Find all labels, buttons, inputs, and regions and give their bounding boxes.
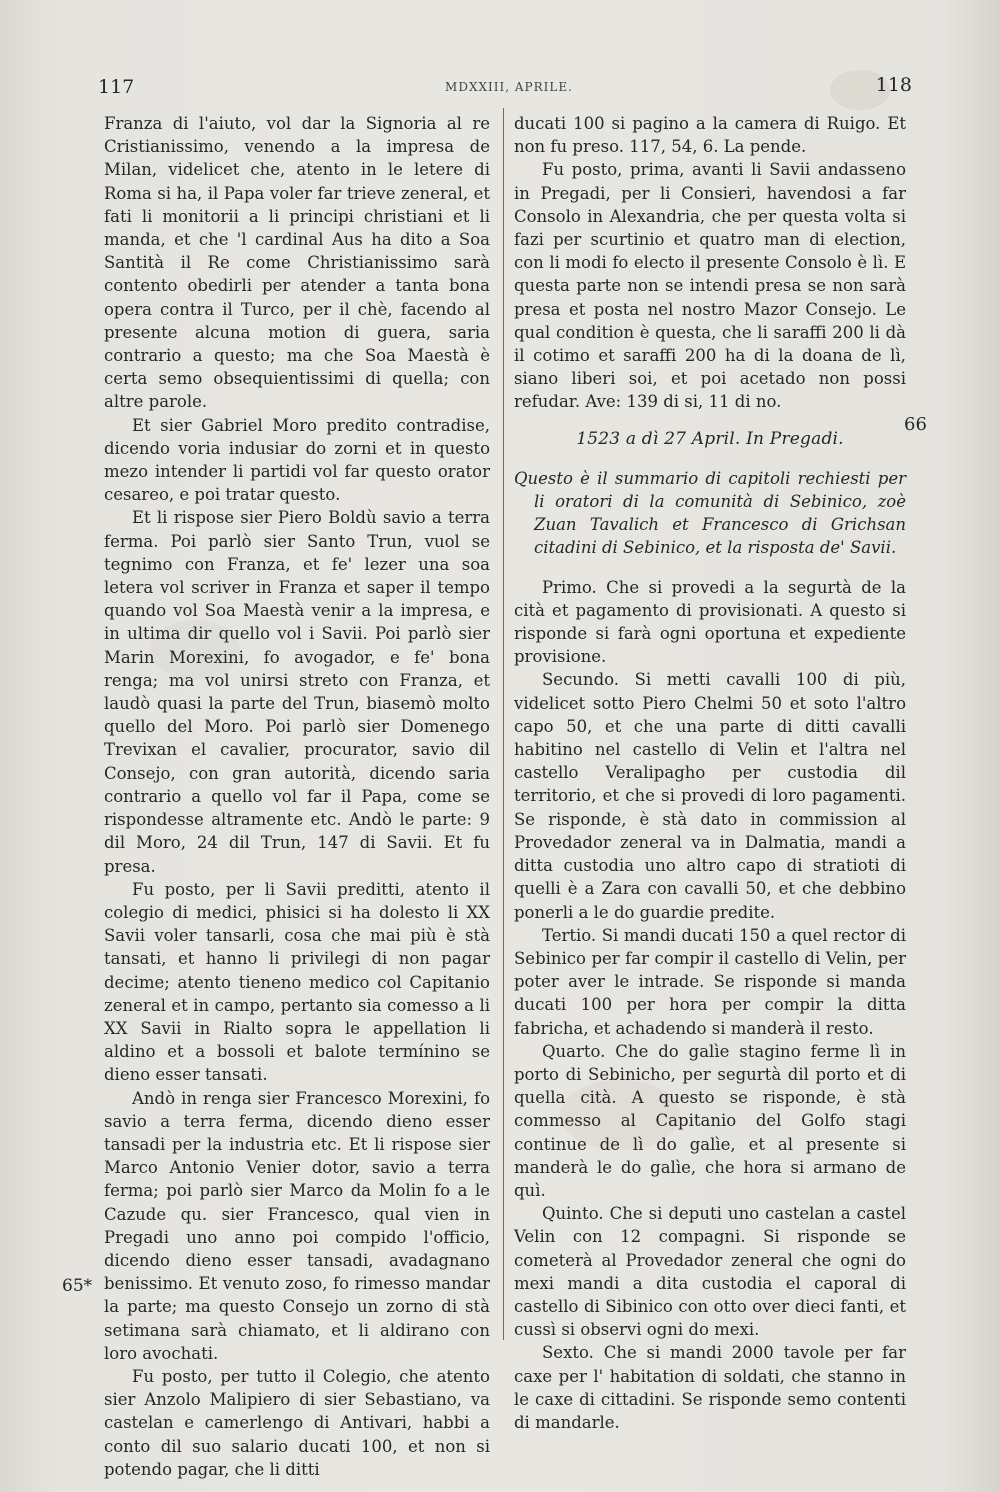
margin-note-right: 66 [904,414,927,435]
list-item: Secundo. Si metti cavalli 100 di più, videlicet sotto Piero Chelmi 50 et soto l'altro capo 50, et che una parte di ditti cavalli habitino nel castello di Velin et l'altra nel castello Veralipagho per custodia dil territorio, et che si provedi di loro pagamenti. Se risponde, è stà dato in commission al Provedador zeneral va in Dalmatia, mandi a ditta custodia uno altro capo di stratioti di quelli è a Zara con cavalli 50, et che debbino ponerli a le do guardie predite. [514,670,906,922]
page-number-left: 117 [98,76,135,98]
margin-note-left: 65* [62,1276,93,1296]
list-item: Sexto. Che si mandi 2000 tavole per far caxe per l' habitation di soldati, che stanno in le caxe di cittadini. Se risponde semo contenti di mandarle. [514,1343,906,1432]
column-divider [503,108,504,1340]
list-item: Quarto. Che do galìe stagino ferme lì in porto di Sebinicho, per segurtà dil porto et di quella cità. A questo se risponde, è stà commesso al Capitanio del Golfo stagi continue de lì do galìe, et al presente si manderà le do galìe, che hora si armano de quì. [514,1041,906,1200]
paragraph: Fu posto, per li Savii preditti, atento il colegio di medici, phisici si ha dolesto li XX Savii voler tansarli, cosa che mai più è stà tansati, et hanno li privilegi di non pagar decime; atento tieneno medico col Capitanio zeneral et in campo, pertanto sia comesso a li XX Savii in Rialto sopra le appellation li aldino et a bossoli et balote termínino se dieno esser tansati. [104,879,490,1085]
paragraph: Franza di l'aiuto, vol dar la Signoria al re Cristianissimo, venendo a la impresa de Milan, videlicet che, atento in le letere di Roma si ha, il Papa voler far trieve zeneral, et fati li monitorii a li principi christiani et li manda, et che 'l cardinal Aus ha dito a Soa Santità il Re come Christianissimo sarà contento obedirli per atender a tanta bona opera contra il Turco, per il chè, facendo al presente alcuna motion di guera, saria contrario a questo; ma che Soa Maestà è certa semo obsequientissimi di quella; con altre parole. [104,114,490,412]
page-number-right: 118 [875,74,912,96]
right-column [514,112,906,1434]
left-column [104,112,490,1481]
running-title: MDXXIII, APRILE. [445,80,573,94]
paragraph: Et li rispose sier Piero Boldù savio a terra ferma. Poi parlò sier Santo Trun, vuol se tegnimo con Franza, et fe' lezer una soa letera vol scriver in Franza et saper il tempo quando vol Soa Maestà venir a la impresa, e in ultima dir quello vol i Savii. Poi parlò sier Marin Morexini, fo avogador, e fe' bona renga; ma vol unirsi streto con Franza, et laudò quasi la parte del Trun, biasemò molto quello del Moro. Poi parlò sier Domenego Trevixan el cavalier, procurator, savio dil Consejo, con gran autorità, dicendo saria contrario a quello vol far il Papa, come se rispondesse altramente etc. Andò le parte: 9 dil Moro, 24 dil Trun, 147 di Savii. Et fu presa. [104,508,490,876]
paragraph: Fu posto, per tutto il Colegio, che atento sier Anzolo Malipiero di sier Sebastiano, va castelan e camerlengo di Antivari, habbi a conto dil suo salario ducati 100, et non si potendo pagar, che li ditti [104,1366,490,1479]
page-header [98,72,920,102]
paragraph: Andò in renga sier Francesco Morexini, fo savio a terra ferma, dicendo dieno esser tansadi per la industria etc. Et li rispose sier Marco Antonio Venier dotor, savio a terra ferma; poi parlò sier Marco da Molin fo a le Cazude qu. sier Francesco, qual vien in Pregadi uno anno poi compido l'officio, dicendo dieno esser tansadi, avadagnano benissimo. Et venuto zoso, fo rimesso mandar la parte; ma questo Consejo un zorno di stà setimana sarà chiamato, et li aldirano con loro avochati. [104,1088,490,1363]
list-item: Quinto. Che si deputi uno castelan a castel Velin con 12 compagni. Si risponde se cometerà al Provedador zeneral che ogni do mexi mandi a dita custodia el caporal di castello di Sibinico con otto over dieci fanti, et cussì si observi ogni do mexi. [514,1204,906,1340]
paragraph: Fu posto, prima, avanti li Savii andasseno in Pregadi, per li Consieri, havendosi a far Consolo in Alexandria, che per questa volta si fazi per scurtinio et quatro man di election, con li modi fo electo il presente Consolo è lì. E questa parte non se intendi presa se non sarà presa et posta nel nostro Mazor Consejo. Le qual condition è questa, che li saraffi 200 li dà il cotimo et saraffi 200 ha di la doana de lì, siano liberi soi, et poi acetado non possi refudar. Ave: 139 di si, 11 di no. [514,160,906,412]
list-item: Primo. Che si provedi a la segurtà de la cità et pagamento di provisionati. A questo si risponde si farà ogni oportuna et expediente provisione. [514,577,906,667]
paragraph: ducati 100 si pagino a la camera di Ruigo. Et non fu preso. 117, 54, 6. La pende. [514,114,906,157]
paragraph: Et sier Gabriel Moro predito contradise, dicendo voria indusiar do zorni et in questo mezo intender li partidi vol far questo orator cesareo, e poi tratar questo. [104,415,490,505]
section-heading: 1523 a dì 27 April. In Pregadi. [576,428,844,449]
list-item: Tertio. Si mandi ducati 150 a quel rector di Sebinico per far compir il castello di Velin, per poter aver le intrade. Se risponde si manda ducati 100 per hora per compir la ditta fabricha, et achadendo si manderà il resto. [514,925,906,1038]
summary-paragraph: Questo è il summario di capitoli rechiesti per li oratori di la comunità di Sebinico, zoè Zuan Tavalich et Francesco di Grichsan citadini di Sebinico, et la risposta de' Savii. [514,468,906,558]
